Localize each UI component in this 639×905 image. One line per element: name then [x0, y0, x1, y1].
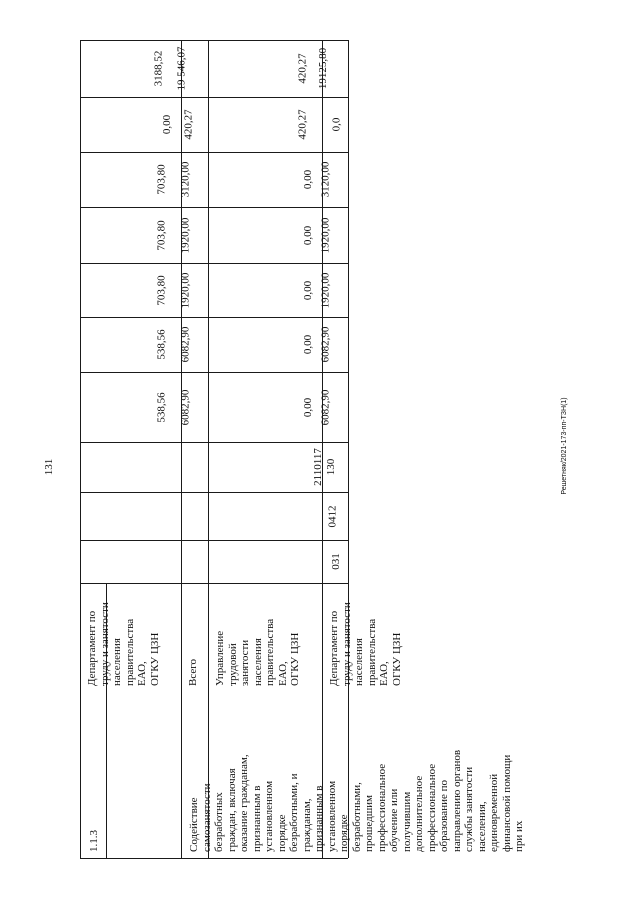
value-cell	[319, 207, 348, 263]
value-cell	[175, 40, 208, 97]
value-cell-text: 538,56	[155, 329, 168, 360]
measure-name-line: безработными, и	[288, 773, 300, 852]
value-cell-text: 3188,52	[152, 50, 165, 87]
value-cell	[319, 317, 348, 372]
measure-name-line: единовременной	[488, 773, 500, 852]
value-cell-text: 703,80	[155, 164, 168, 195]
value-cell-text: 0,00	[301, 225, 314, 245]
value-cell-text: 6082,90	[319, 326, 332, 363]
value-cell-text: 19 546,07	[175, 46, 188, 91]
value-cell-text: 0,00	[160, 114, 173, 135]
table-row-line	[348, 40, 349, 858]
csr-code-text: 2110117 130	[312, 448, 338, 486]
table-column-line	[80, 492, 348, 493]
value-cell	[208, 263, 322, 317]
measure-name-line: граждан, включая	[225, 768, 238, 852]
value-cell	[80, 40, 181, 97]
measure-name-line: безработных	[213, 792, 225, 852]
measure-name-line: установленном	[325, 780, 338, 852]
value-cell-text: 1920,00	[319, 217, 332, 253]
table-column-line	[80, 858, 348, 859]
value-cell-text: 6082,90	[179, 326, 192, 363]
value-cell	[181, 263, 208, 317]
value-cell-text: 0,00	[301, 397, 314, 417]
measure-name-line: дополнительное	[413, 775, 425, 852]
row-number: 1.1.3	[88, 830, 100, 852]
executor-cell-line: занятости	[239, 639, 251, 686]
executor-cell-line: правительства	[365, 618, 378, 686]
rzpr-code	[322, 492, 348, 540]
page-number: 131	[43, 458, 55, 476]
value-cell-text: 3120,00	[319, 161, 332, 198]
value-cell	[319, 372, 348, 442]
measure-name	[188, 750, 526, 852]
value-cell	[208, 317, 322, 372]
value-cell-text: 3120,00	[179, 161, 192, 198]
executor-cell-line: Департамент по	[328, 610, 340, 686]
executor-top-line: ОГКУ ЦЗН	[148, 632, 161, 686]
value-cell-text: 6082,90	[179, 389, 192, 425]
value-cell-text: 420,27	[296, 53, 309, 84]
executor-top-line: правительства	[123, 618, 136, 686]
executor-cell-line: населения	[353, 638, 365, 686]
value-cell	[316, 40, 348, 97]
value-cell	[322, 97, 348, 152]
value-cell-text: 1920,00	[179, 217, 192, 253]
executor-cell-line: Всего	[187, 659, 199, 686]
grbs-code	[322, 540, 348, 583]
measure-name-line: признанным в	[313, 785, 325, 852]
document-code: Решетняк/2021-173-пп-ТЗН(1)	[561, 397, 568, 495]
value-cell	[80, 263, 181, 317]
measure-name-line: службы занятости	[463, 766, 475, 852]
value-cell	[319, 152, 348, 207]
measure-name-line: установленном	[263, 780, 275, 852]
measure-name-line: получившим	[400, 791, 413, 852]
executor-cell-line: правительства	[264, 618, 276, 686]
measure-name-line: безработными,	[350, 782, 363, 852]
value-cell	[80, 152, 181, 207]
executor-top-line: населения	[111, 638, 123, 686]
value-cell	[181, 317, 208, 372]
measure-name-line: порядке	[275, 814, 288, 852]
value-cell-text: 1920,00	[179, 272, 192, 308]
value-cell-text: 420,27	[296, 109, 309, 140]
executor-cell-line: труду и занятости	[340, 602, 353, 686]
value-cell-text: 703,80	[155, 274, 168, 306]
measure-name-line: при их	[513, 820, 525, 852]
value-cell	[319, 263, 348, 317]
value-cell	[208, 40, 322, 97]
executor-cell-line: трудовой	[226, 643, 239, 686]
measure-name-line: профессиональное	[425, 763, 438, 852]
value-cell-text: 0,00	[301, 169, 314, 190]
executor-cell-line: ЕАО,	[378, 661, 390, 686]
value-cell	[181, 97, 208, 152]
value-cell	[80, 97, 181, 152]
value-cell-text: 1920,00	[319, 272, 332, 308]
value-cell	[208, 372, 322, 442]
value-cell	[208, 97, 322, 152]
measure-name-line: населения,	[475, 801, 488, 852]
executor-cell	[328, 602, 403, 686]
executor-cell-line: ОГКУ ЦЗН	[390, 632, 403, 686]
executor-cell	[187, 659, 200, 686]
rzpr-code-text: 0412	[326, 505, 339, 527]
executor-cell-line: населения	[251, 638, 264, 686]
measure-name-line: гражданам,	[300, 798, 313, 852]
value-cell-text: 6082,90	[319, 389, 332, 425]
value-cell-text: 703,80	[155, 219, 168, 251]
executor-top-line: ЕАО,	[136, 661, 148, 686]
measure-name-line: обучение или	[388, 788, 400, 852]
value-cell-text: 19125,80	[316, 47, 329, 90]
value-cell-text: 538,56	[155, 391, 168, 423]
executor-top-line: труду и занятости	[98, 602, 111, 686]
measure-name-line: порядке	[338, 814, 350, 852]
measure-name-line: оказание гражданам,	[238, 754, 250, 852]
value-cell	[181, 152, 208, 207]
measure-name-line: финансовой помощи	[500, 754, 513, 852]
executor-top	[86, 602, 161, 686]
measure-name-line: образование по	[438, 780, 450, 852]
value-cell	[208, 152, 322, 207]
value-cell-text: 0,00	[301, 334, 314, 355]
table-column-line	[80, 583, 348, 584]
value-cell	[181, 207, 208, 263]
measure-name-line: профессиональное	[375, 763, 388, 852]
executor-cell-line: ЕАО,	[276, 661, 289, 686]
measure-name-line: направлению органов	[450, 749, 463, 852]
value-cell	[80, 207, 181, 263]
value-cell-text: 420,27	[182, 109, 195, 140]
measure-name-line: самозанятости	[200, 783, 213, 852]
value-cell-text: 0,0	[330, 117, 343, 132]
measure-name-line: прошедшим	[363, 794, 375, 852]
measure-name-line: признанным в	[250, 785, 263, 852]
executor-cell-line: ОГКУ ЦЗН	[289, 632, 301, 686]
value-cell	[181, 372, 208, 442]
executor-top-line: Департамент по	[86, 610, 98, 686]
grbs-code-text: 031	[329, 553, 342, 570]
executor-cell-line: Управление	[214, 630, 226, 686]
value-cell	[208, 207, 322, 263]
table-column-line	[80, 540, 348, 541]
csr-code	[292, 442, 348, 492]
value-cell	[80, 317, 181, 372]
executor-cell	[214, 619, 302, 686]
value-cell-text: 0,00	[301, 280, 314, 300]
value-cell	[80, 372, 181, 442]
measure-name-line: Содействие	[188, 797, 200, 852]
